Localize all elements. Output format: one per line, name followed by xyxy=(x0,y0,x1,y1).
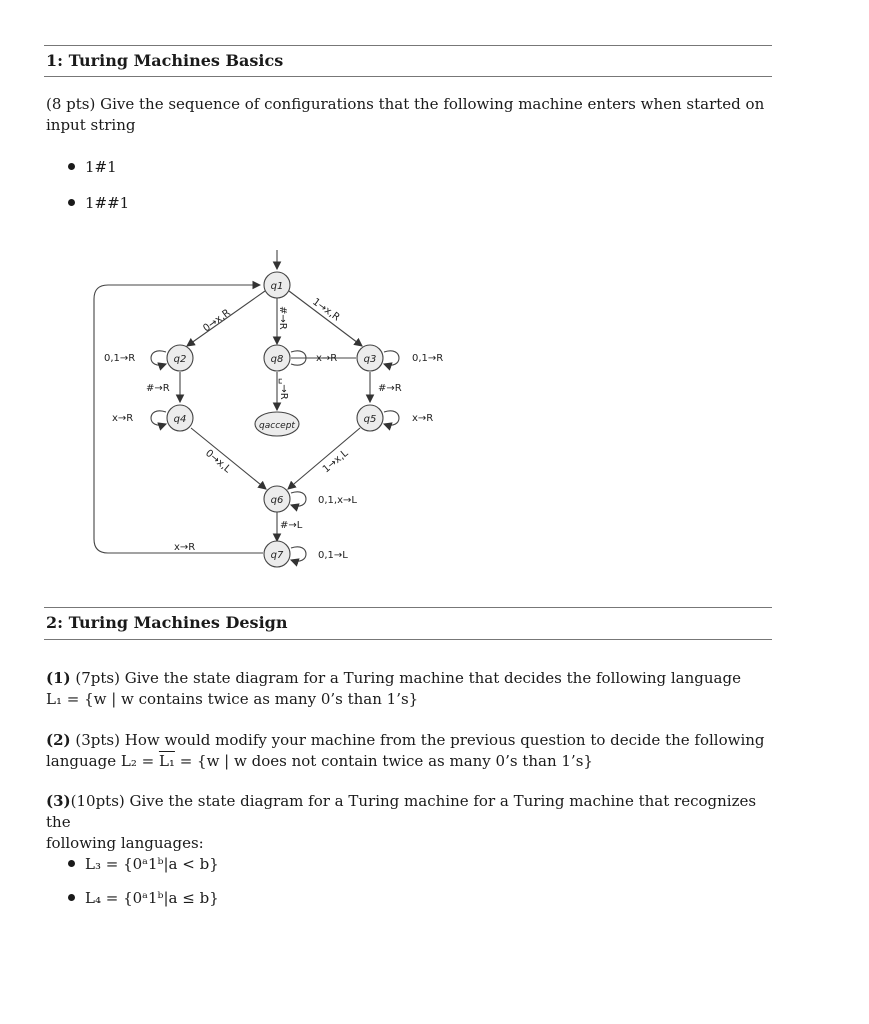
edge-label-q4-loop: x→R xyxy=(112,413,134,424)
edge-label-q6-loop: 0,1,x→L xyxy=(318,495,357,506)
edge-label-q8-qaccept: ␣→R xyxy=(278,378,289,400)
loop-q2 xyxy=(151,351,166,365)
edge-label-q7-loop: 0,1→L xyxy=(318,550,348,561)
section2-title: 2: Turing Machines Design xyxy=(46,613,288,632)
problem-1: (1) (7pts) Give the state diagram for a Turing machine that decides the following language L₁ = {w | w contains twice as many 0’s than 1’s} xyxy=(46,669,741,708)
edge-label-q1-q3: 1→x,R xyxy=(310,296,342,324)
section1-title: 1: Turing Machines Basics xyxy=(46,51,284,70)
language-item-l4: L₄ = {0ᵃ1ᵇ|a ≤ b} xyxy=(68,889,219,907)
language-l1-complement: L₁ xyxy=(158,752,175,770)
edge-q4-q6 xyxy=(191,428,266,489)
problem-3: (3)(10pts) Give the state diagram for a Turing machine for a Turing machine that recognizes the following languages: xyxy=(46,792,757,852)
label-q6: q6 xyxy=(270,495,284,506)
loop-q5 xyxy=(384,411,399,425)
label-qaccept: qaccept xyxy=(259,421,295,431)
edge-label-q3-loop: 0,1→R xyxy=(412,353,444,364)
bullet-icon xyxy=(68,163,75,170)
loop-q7 xyxy=(291,547,306,561)
section-rule-top xyxy=(44,45,772,46)
loop-q4 xyxy=(151,411,166,425)
edge-label-q3-q5: #→R xyxy=(378,383,402,394)
label-q5: q5 xyxy=(363,414,377,425)
edge-q5-q6 xyxy=(288,428,360,489)
edge-label-q7-q1: x→R xyxy=(174,542,196,553)
label-q7: q7 xyxy=(270,550,284,561)
turing-machine-diagram xyxy=(0,240,869,580)
section2-rule-top xyxy=(44,607,772,608)
language-item-l3: L₃ = {0ᵃ1ᵇ|a < b} xyxy=(68,855,219,873)
label-q8: q8 xyxy=(270,354,284,365)
loop-q3 xyxy=(384,351,399,365)
edge-label-q8-q3: x→R xyxy=(316,353,338,364)
label-q3: q3 xyxy=(363,354,377,365)
section-rule-bottom xyxy=(44,76,772,77)
label-q2: q2 xyxy=(173,354,187,365)
edge-label-q5-q6: 1→x,L xyxy=(320,447,351,476)
edge-label-q2-loop: 0,1→R xyxy=(104,353,136,364)
edge-label-q4-q6: 0→x,L xyxy=(203,447,233,476)
problem-2: (2) (3pts) How would modify your machine from the previous question to decide the following language L₂ = L₁ = {w | w does not contain twice as many 0’s than 1’s} xyxy=(46,731,765,770)
section2-rule-bottom xyxy=(44,639,772,640)
edge-label-q6-q7: #→L xyxy=(280,520,303,531)
input-item-1: 1#1 xyxy=(68,158,117,176)
bullet-icon xyxy=(68,894,75,901)
input-item-2: 1##1 xyxy=(68,194,129,212)
label-q1: q1 xyxy=(270,281,284,292)
bullet-icon xyxy=(68,199,75,206)
section1-question: (8 pts) Give the sequence of configurations that the following machine enters when started on input string xyxy=(46,95,765,134)
label-q4: q4 xyxy=(173,414,187,425)
loop-q6 xyxy=(291,492,306,506)
edge-q1-q3 xyxy=(289,291,362,346)
edge-label-q1-q2: 0→x,R xyxy=(201,307,233,335)
language-l1: L₁ = {w | w contains twice as many 0’s than 1’s} xyxy=(46,690,419,708)
bullet-icon xyxy=(68,860,75,867)
edge-label-q1-q8: #→R xyxy=(277,306,288,330)
edge-label-q2-q4: #→R xyxy=(146,383,170,394)
edge-label-q5-loop: x→R xyxy=(412,413,434,424)
